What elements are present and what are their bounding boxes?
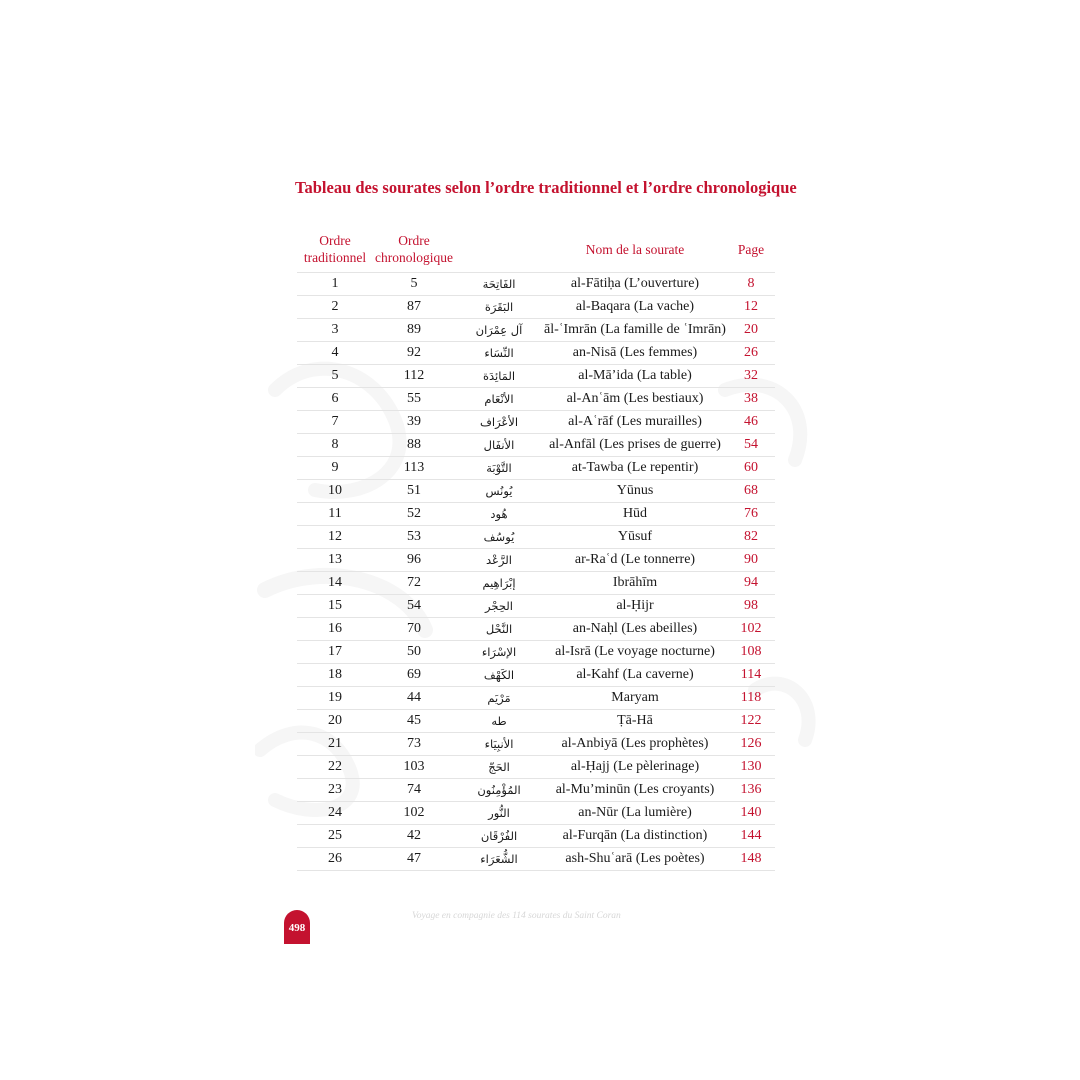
ordre-traditionnel-cell: 5 — [297, 365, 373, 388]
page-cell: 54 — [727, 434, 775, 457]
arabic-name-cell: هُود — [455, 503, 543, 526]
ordre-chronologique-cell: 54 — [373, 595, 455, 618]
arabic-name-cell: النِّسَاء — [455, 342, 543, 365]
sourate-name-cell: ash-Shuʿarā (Les poètes) — [543, 848, 727, 871]
arabic-name-cell: طه — [455, 710, 543, 733]
page-cell: 108 — [727, 641, 775, 664]
header-trad-line2: traditionnel — [303, 250, 367, 265]
header-chrono-line2: chronologique — [375, 250, 453, 265]
sourate-name-cell: al-Anfāl (Les prises de guerre) — [543, 434, 727, 457]
running-footer: Voyage en compagnie des 114 sourates du Saint Coran — [412, 911, 621, 921]
ordre-chronologique-cell: 72 — [373, 572, 455, 595]
arabic-name-cell: آل عِمْرَان — [455, 319, 543, 342]
arabic-name-cell: الأنفَال — [455, 434, 543, 457]
sourate-name-cell: Ṭā-Hā — [543, 710, 727, 733]
sourate-name-cell: at-Tawba (Le repentir) — [543, 457, 727, 480]
sourate-name-cell: al-Kahf (La caverne) — [543, 664, 727, 687]
header-nom-sourate: Nom de la sourate — [543, 226, 727, 273]
arabic-name-cell: التَّوْبَة — [455, 457, 543, 480]
arabic-name-cell: مَرْيَم — [455, 687, 543, 710]
ordre-chronologique-cell: 102 — [373, 802, 455, 825]
ordre-traditionnel-cell: 17 — [297, 641, 373, 664]
sourate-name-cell: al-Furqān (La distinction) — [543, 825, 727, 848]
ordre-chronologique-cell: 89 — [373, 319, 455, 342]
ordre-traditionnel-cell: 2 — [297, 296, 373, 319]
page-cell: 90 — [727, 549, 775, 572]
header-ordre-traditionnel — [297, 226, 373, 273]
arabic-name-cell: النُّور — [455, 802, 543, 825]
ordre-traditionnel-cell: 13 — [297, 549, 373, 572]
header-ordre-chronologique — [373, 226, 455, 273]
sourate-name-cell: al-Baqara (La vache) — [543, 296, 727, 319]
page-cell: 118 — [727, 687, 775, 710]
ordre-chronologique-cell: 53 — [373, 526, 455, 549]
ordre-traditionnel-cell: 7 — [297, 411, 373, 434]
sourate-name-cell: ar-Raʿd (Le tonnerre) — [543, 549, 727, 572]
ordre-traditionnel-cell: 25 — [297, 825, 373, 848]
table-row — [297, 572, 775, 595]
ordre-traditionnel-cell: 9 — [297, 457, 373, 480]
sourate-name-cell: al-Isrā (Le voyage nocturne) — [543, 641, 727, 664]
arabic-name-cell: الرَّعْد — [455, 549, 543, 572]
header-row — [297, 226, 775, 273]
ordre-traditionnel-cell: 12 — [297, 526, 373, 549]
table-row — [297, 825, 775, 848]
page-cell: 122 — [727, 710, 775, 733]
ordre-chronologique-cell: 96 — [373, 549, 455, 572]
ordre-traditionnel-cell: 3 — [297, 319, 373, 342]
table-row — [297, 802, 775, 825]
header-page: Page — [727, 226, 775, 273]
arabic-name-cell: المَائِدَة — [455, 365, 543, 388]
ordre-traditionnel-cell: 20 — [297, 710, 373, 733]
arabic-name-cell: النَّحْل — [455, 618, 543, 641]
ordre-traditionnel-cell: 21 — [297, 733, 373, 756]
ordre-chronologique-cell: 103 — [373, 756, 455, 779]
ordre-traditionnel-cell: 16 — [297, 618, 373, 641]
ordre-chronologique-cell: 5 — [373, 273, 455, 296]
table-row — [297, 733, 775, 756]
ordre-traditionnel-cell: 22 — [297, 756, 373, 779]
arabic-name-cell: الكَهْف — [455, 664, 543, 687]
page-cell: 26 — [727, 342, 775, 365]
arabic-name-cell: الشُّعَرَاء — [455, 848, 543, 871]
sourate-name-cell: al-Mu’minūn (Les croyants) — [543, 779, 727, 802]
page-number-badge: 498 — [284, 910, 310, 944]
ordre-chronologique-cell: 87 — [373, 296, 455, 319]
ordre-chronologique-cell: 113 — [373, 457, 455, 480]
table-row — [297, 595, 775, 618]
table-title: Tableau des sourates selon l’ordre traditionnel et l’ordre chronologique — [295, 178, 797, 197]
sourate-name-cell: Yūnus — [543, 480, 727, 503]
sourate-name-cell: al-Aʿrāf (Les murailles) — [543, 411, 727, 434]
table-row — [297, 618, 775, 641]
table-row — [297, 388, 775, 411]
arabic-name-cell: الإسْرَاء — [455, 641, 543, 664]
page-cell: 126 — [727, 733, 775, 756]
table-row — [297, 779, 775, 802]
ordre-chronologique-cell: 70 — [373, 618, 455, 641]
ordre-traditionnel-cell: 14 — [297, 572, 373, 595]
page-cell: 46 — [727, 411, 775, 434]
page-cell: 76 — [727, 503, 775, 526]
arabic-name-cell: الفُرْقَان — [455, 825, 543, 848]
sourate-name-cell: Yūsuf — [543, 526, 727, 549]
ordre-chronologique-cell: 50 — [373, 641, 455, 664]
page-cell: 114 — [727, 664, 775, 687]
page-cell: 140 — [727, 802, 775, 825]
ordre-chronologique-cell: 88 — [373, 434, 455, 457]
ordre-traditionnel-cell: 26 — [297, 848, 373, 871]
ordre-chronologique-cell: 51 — [373, 480, 455, 503]
table-row — [297, 411, 775, 434]
table-row — [297, 273, 775, 296]
ordre-chronologique-cell: 73 — [373, 733, 455, 756]
sourate-name-cell: al-Ḥijr — [543, 595, 727, 618]
table-row — [297, 342, 775, 365]
ordre-traditionnel-cell: 10 — [297, 480, 373, 503]
sourate-name-cell: Ibrāhīm — [543, 572, 727, 595]
ordre-chronologique-cell: 45 — [373, 710, 455, 733]
page-cell: 144 — [727, 825, 775, 848]
ordre-chronologique-cell: 69 — [373, 664, 455, 687]
arabic-name-cell: الحِجْر — [455, 595, 543, 618]
arabic-name-cell: يُونُس — [455, 480, 543, 503]
sourate-name-cell: al-Anbiyā (Les prophètes) — [543, 733, 727, 756]
ordre-traditionnel-cell: 23 — [297, 779, 373, 802]
arabic-name-cell: الأعْرَاف — [455, 411, 543, 434]
table-row — [297, 641, 775, 664]
header-arabic — [455, 226, 543, 273]
sourate-name-cell: al-Mā’ida (La table) — [543, 365, 727, 388]
ordre-traditionnel-cell: 1 — [297, 273, 373, 296]
ordre-chronologique-cell: 39 — [373, 411, 455, 434]
page-cell: 32 — [727, 365, 775, 388]
table-row — [297, 365, 775, 388]
ordre-traditionnel-cell: 6 — [297, 388, 373, 411]
page-cell: 12 — [727, 296, 775, 319]
page-cell: 102 — [727, 618, 775, 641]
ordre-chronologique-cell: 52 — [373, 503, 455, 526]
page-cell: 20 — [727, 319, 775, 342]
arabic-name-cell: الأنْعَام — [455, 388, 543, 411]
ordre-chronologique-cell: 42 — [373, 825, 455, 848]
arabic-name-cell: يُوسُف — [455, 526, 543, 549]
ordre-chronologique-cell: 74 — [373, 779, 455, 802]
ordre-chronologique-cell: 44 — [373, 687, 455, 710]
table-row — [297, 848, 775, 871]
table-row — [297, 480, 775, 503]
sourate-name-cell: Maryam — [543, 687, 727, 710]
ordre-chronologique-cell: 92 — [373, 342, 455, 365]
header-chrono-line1: Ordre — [398, 233, 430, 248]
ordre-chronologique-cell: 112 — [373, 365, 455, 388]
table-row — [297, 549, 775, 572]
sourate-name-cell: al-Anʿām (Les bestiaux) — [543, 388, 727, 411]
ordre-traditionnel-cell: 8 — [297, 434, 373, 457]
page-cell: 136 — [727, 779, 775, 802]
page-cell: 130 — [727, 756, 775, 779]
page-cell: 38 — [727, 388, 775, 411]
table-row — [297, 710, 775, 733]
arabic-name-cell: الحَجّ — [455, 756, 543, 779]
arabic-name-cell: الفَاتِحَة — [455, 273, 543, 296]
page-cell: 68 — [727, 480, 775, 503]
sourate-name-cell: an-Nūr (La lumière) — [543, 802, 727, 825]
ordre-chronologique-cell: 47 — [373, 848, 455, 871]
table-row — [297, 457, 775, 480]
table-row — [297, 664, 775, 687]
table-row — [297, 756, 775, 779]
arabic-name-cell: الأنبِيَاء — [455, 733, 543, 756]
ordre-traditionnel-cell: 19 — [297, 687, 373, 710]
table-row — [297, 503, 775, 526]
table-row — [297, 687, 775, 710]
page-cell: 82 — [727, 526, 775, 549]
page-cell: 8 — [727, 273, 775, 296]
ordre-traditionnel-cell: 24 — [297, 802, 373, 825]
sourates-table — [297, 226, 775, 871]
page-cell: 148 — [727, 848, 775, 871]
table-row — [297, 434, 775, 457]
ordre-chronologique-cell: 55 — [373, 388, 455, 411]
arabic-name-cell: إبْرَاهِيم — [455, 572, 543, 595]
sourate-name-cell: al-Fātiḥa (L’ouverture) — [543, 273, 727, 296]
arabic-name-cell: المُؤْمِنُون — [455, 779, 543, 802]
arabic-name-cell: البَقَرَة — [455, 296, 543, 319]
table-row — [297, 526, 775, 549]
ordre-traditionnel-cell: 4 — [297, 342, 373, 365]
ordre-traditionnel-cell: 15 — [297, 595, 373, 618]
page-cell: 98 — [727, 595, 775, 618]
sourate-name-cell: Hūd — [543, 503, 727, 526]
sourate-name-cell: an-Nisā (Les femmes) — [543, 342, 727, 365]
sourate-name-cell: al-Ḥajj (Le pèlerinage) — [543, 756, 727, 779]
sourate-name-cell: an-Naḥl (Les abeilles) — [543, 618, 727, 641]
page-cell: 94 — [727, 572, 775, 595]
sourate-name-cell: āl-ʿImrān (La famille de ʿImrān) — [543, 319, 727, 342]
page-cell: 60 — [727, 457, 775, 480]
table-row — [297, 296, 775, 319]
header-trad-line1: Ordre — [319, 233, 351, 248]
table-row — [297, 319, 775, 342]
ordre-traditionnel-cell: 18 — [297, 664, 373, 687]
ordre-traditionnel-cell: 11 — [297, 503, 373, 526]
